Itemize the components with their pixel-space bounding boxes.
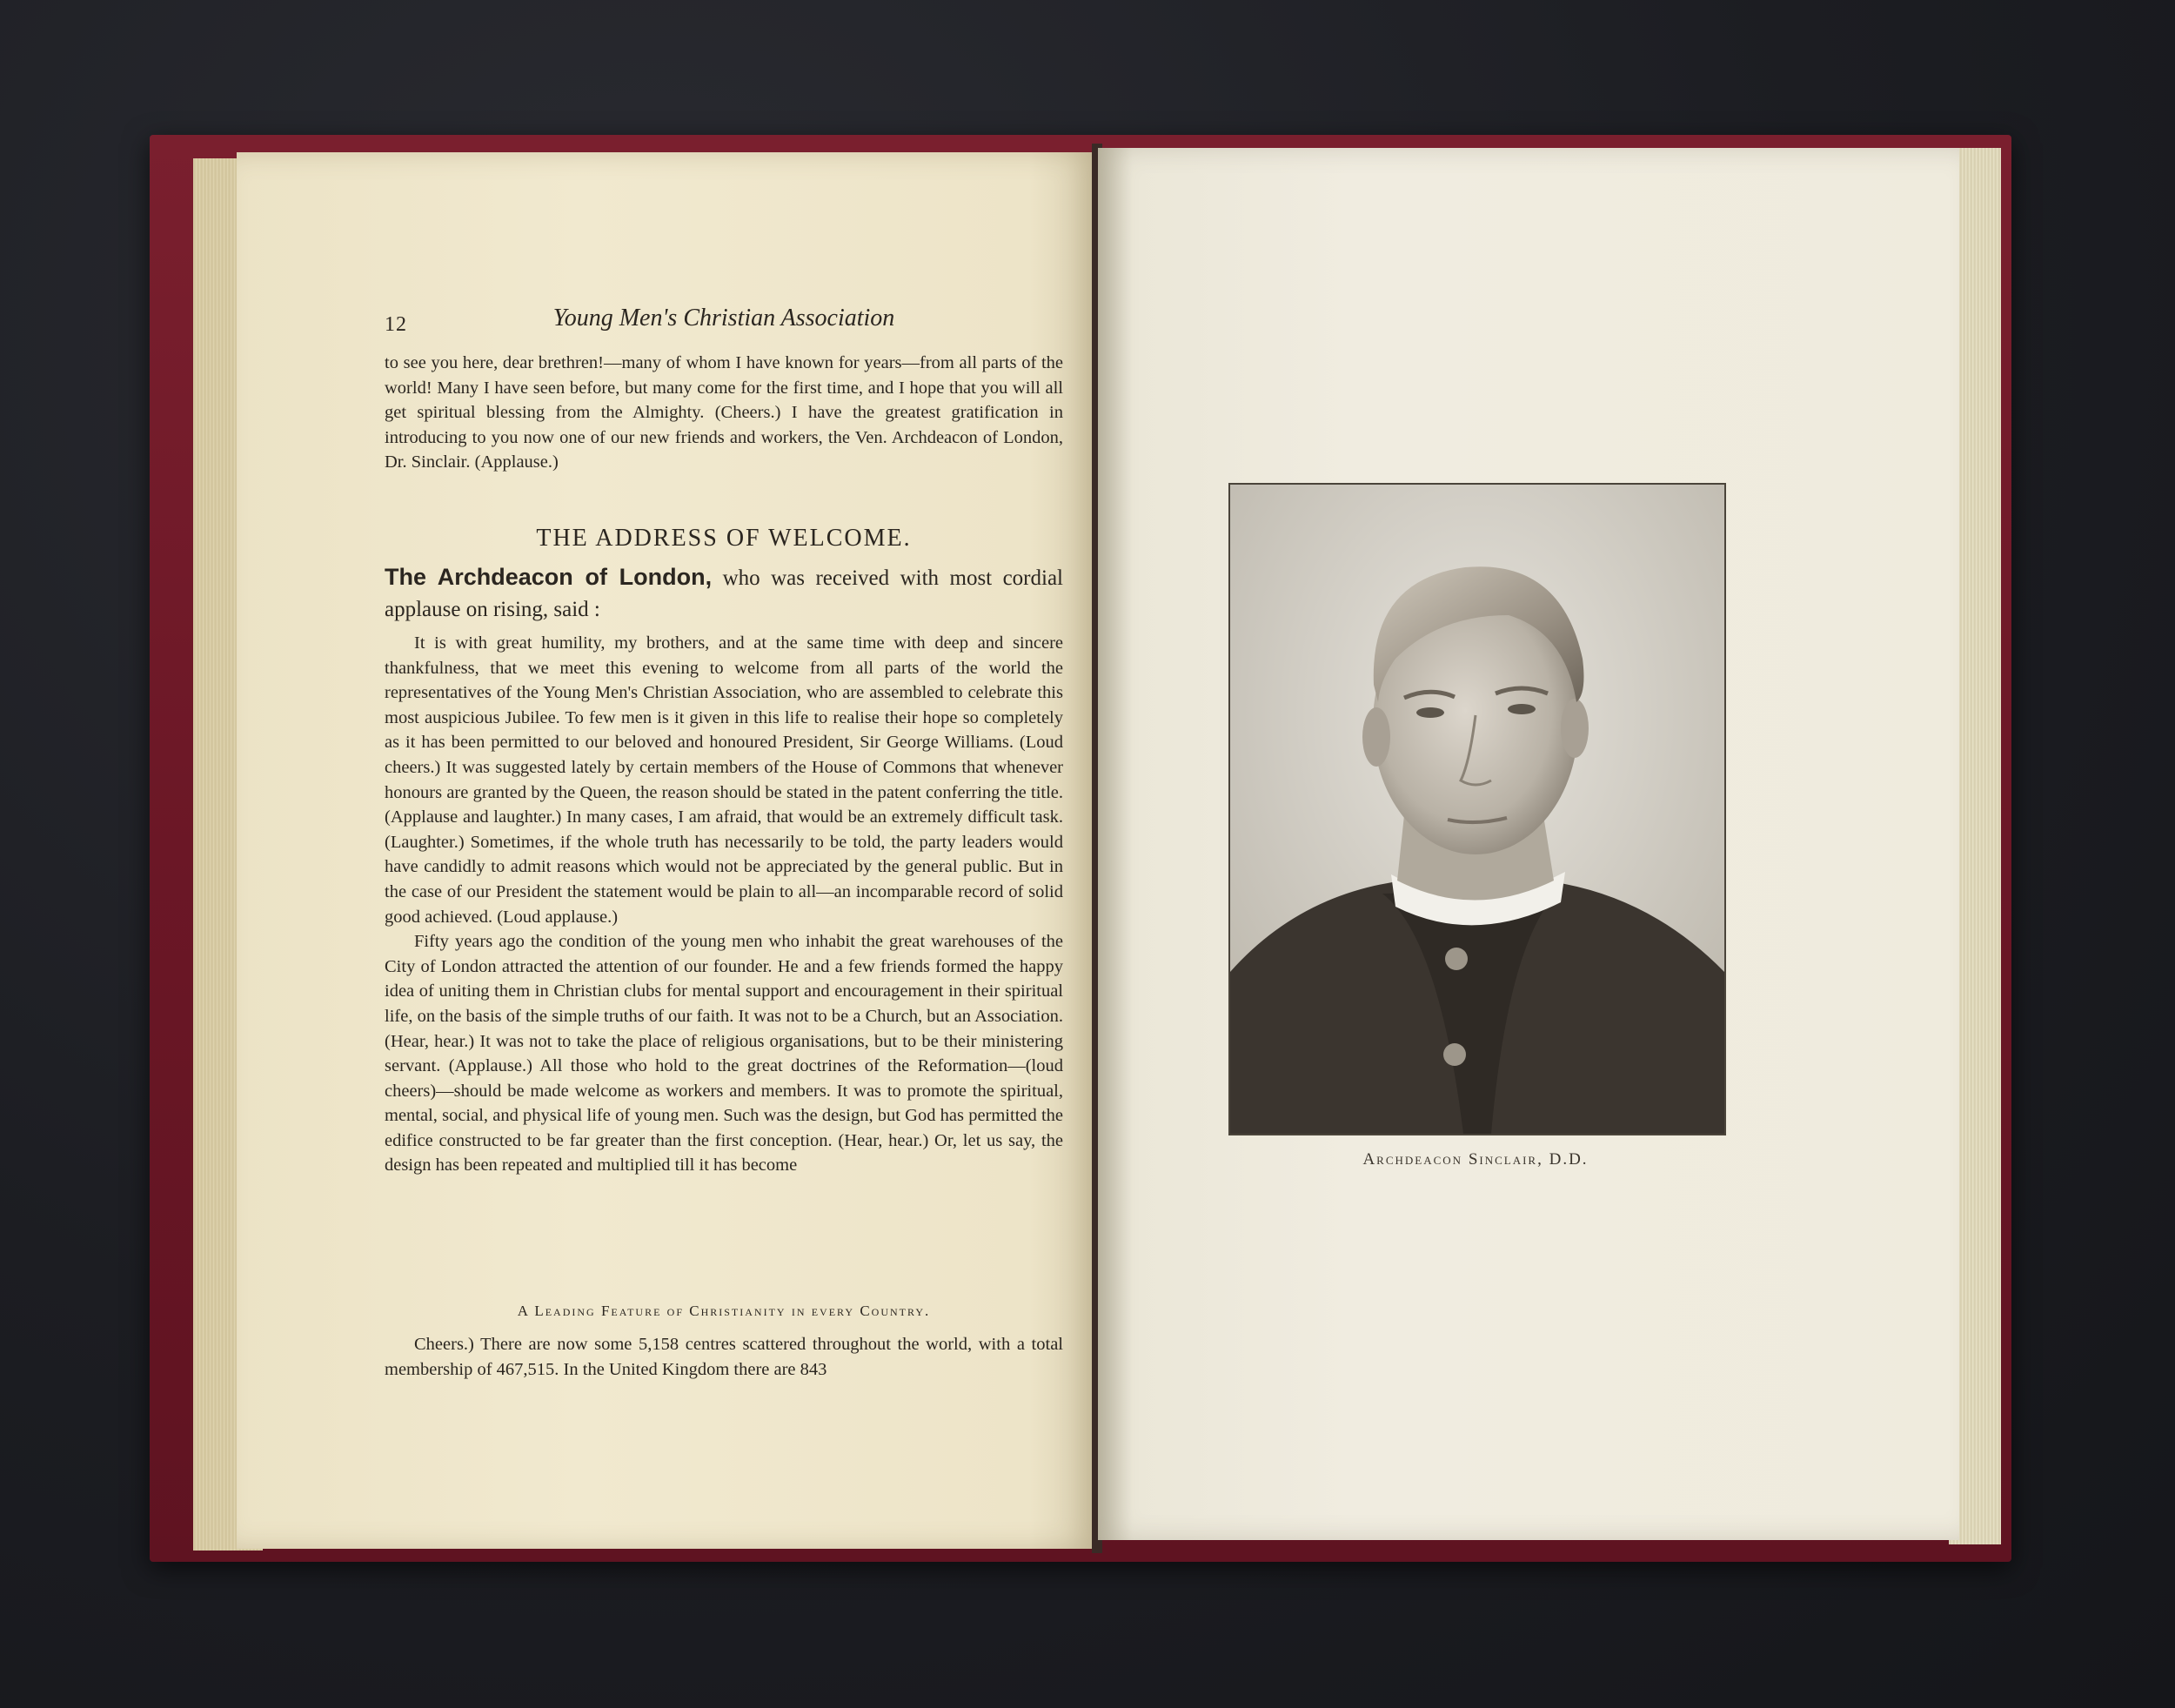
speaker-name: The Archdeacon of London, xyxy=(385,564,713,590)
section-heading: THE ADDRESS OF WELCOME. xyxy=(536,525,912,552)
running-head-title: Young Men's Christian Association xyxy=(552,305,895,332)
paragraph-2: Fifty years ago the condition of the young men who inhabit the great warehouses of the City of London attracted the attention of our founder. He and a few friends formed the happy idea of uniting them in Christian clubs for mental support and encouragement in their spiritual life, on the basis of the simple truths of our faith. It was not to be a Church, but an Association. (Hear, hear.) It was not to take the place of religious organisations, but to be their ministering servant. (Applause.) All those who hold to the great doctrines of the Reformation—(loud cheers)—should be made welcome as workers and members. It was to promote the spiritual, mental, social, and physical life of young men. Such was the design, but God has permitted the edifice constructed to be far greater than the first conception. (Hear, hear.) Or, let us say, the design has been repeated and multiplied till it has become xyxy=(385,932,1063,1176)
subheading: A Leading Feature of Christianity in every Country. xyxy=(517,1303,931,1319)
speaker-intro-rest: who was received with most cordial applause on rising, said : xyxy=(385,566,1063,621)
portrait-caption: Archdeacon Sinclair, D.D. xyxy=(1362,1150,1589,1169)
paragraph-1: It is with great humility, my brothers, and at the same time with deep and sincere thankfulness, that we meet this evening to welcome from all parts of the world the representatives of the Young Men's Christian Association, who are assembled to celebrate this most auspicious Jubilee. To few men is it given in this life to realise their hope so completely as it has been permitted to our beloved and honoured President, Sir George Williams. (Loud cheers.) It was suggested lately by certain members of the House of Commons that whenever honours are granted by the Queen, the reason should be stated in the patent conferring the title. (Applause and laughter.) In many cases, I am afraid, that would be an extremely difficult task. (Laughter.) Sometimes, if the whole truth has necessarily to be told, the party leaders would have candidly to admit reasons which would not be appreciated by the general public. But in the case of our President the statement would be plain to all—an incomparable record of solid good achieved. (Loud applause.) xyxy=(385,633,1063,927)
portrait-plate xyxy=(1228,483,1726,1135)
address-body xyxy=(385,631,1063,1178)
opening-paragraph: to see you here, dear brethren!—many of whom I have known for years—from all parts of the world! Many I have seen before, but many come for the first time, and I hope that you will all get spiritual blessing from the Almighty. (Cheers.) I have the greatest gratification in introducing to you now one of our new friends and workers, the Ven. Archdeacon of London, Dr. Sinclair. (Applause.) xyxy=(385,353,1063,472)
running-head xyxy=(385,305,1063,348)
portrait-photograph xyxy=(1230,485,1724,1134)
paragraph-3: Cheers.) There are now some 5,158 centres scattered throughout the world, with a total membership of 467,515. In the United Kingdom there are 843 xyxy=(385,1335,1063,1379)
right-page xyxy=(1098,148,1959,1540)
left-page xyxy=(237,152,1098,1549)
speaker-intro xyxy=(385,561,1063,626)
page-number: 12 xyxy=(385,313,407,336)
closing-text xyxy=(385,1332,1063,1382)
